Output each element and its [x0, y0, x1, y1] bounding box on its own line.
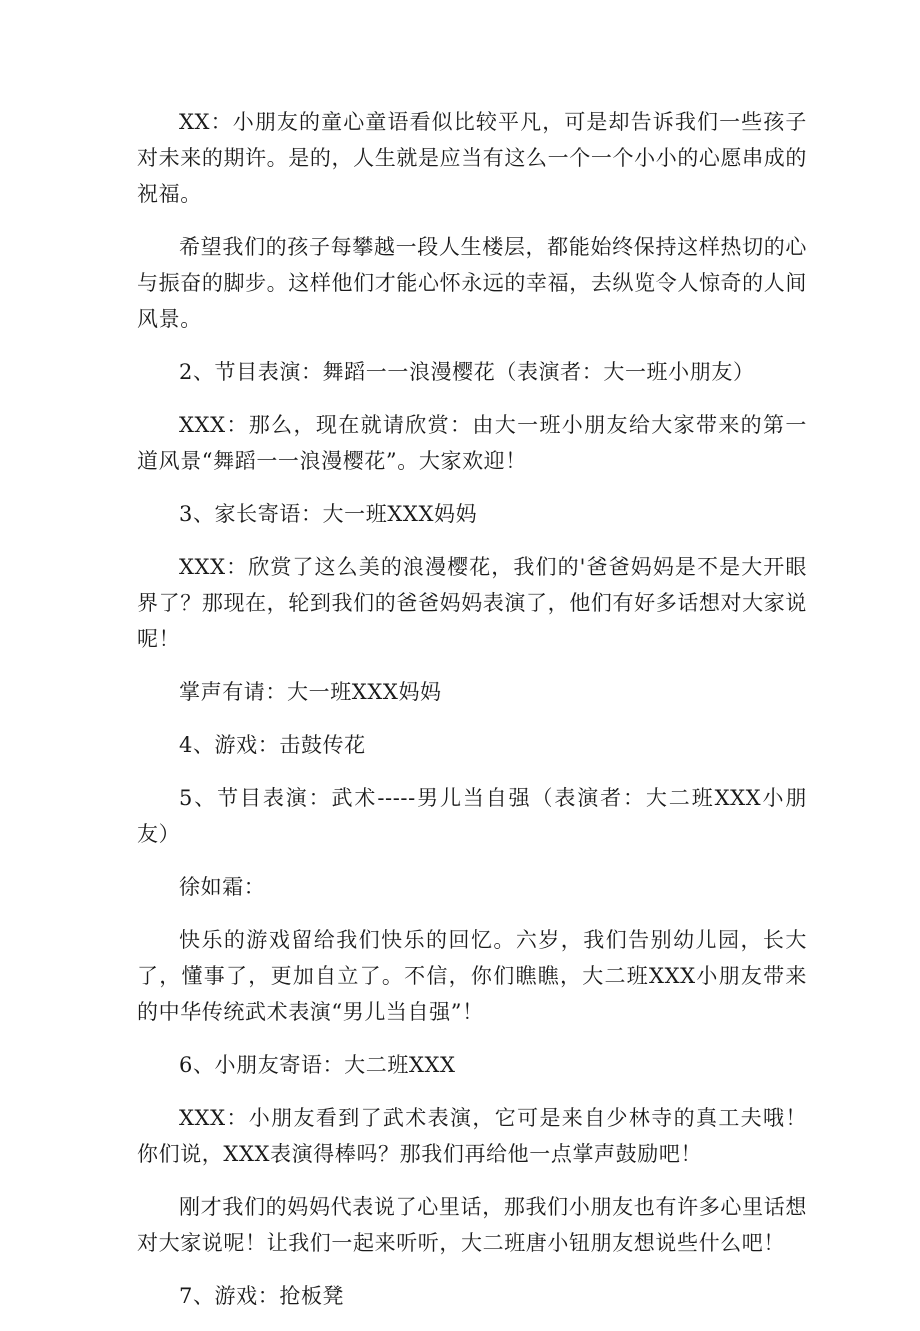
- paragraph-program-4: 4、游戏：击鼓传花: [179, 733, 366, 757]
- paragraph-wishes: 希望我们的孩子每攀越一段人生楼层，都能始终保持这样热切的心与振奋的脚步。这样他们才能心怀永远的幸福，去纵览令人惊奇的人间风景。: [137, 235, 807, 331]
- paragraph-intro-martial-arts: 快乐的游戏留给我们快乐的回忆。六岁，我们告别幼儿园，长大了，懂事了，更加自立了。不信，你们瞧瞧，大二班XXX小朋友带来的中华传统武术表演“男儿当自强”！: [137, 928, 807, 1024]
- paragraph-intro-dance: XXX：那么，现在就请欣赏：由大一班小朋友给大家带来的第一道风景“舞蹈一一浪漫樱花”。大家欢迎！: [137, 413, 807, 473]
- paragraph-intro-parent: XXX：欣赏了这么美的浪漫樱花，我们的'爸爸妈妈是不是大开眼界了？那现在，轮到我们的爸爸妈妈表演了，他们有好多话想对大家说呢！: [137, 555, 807, 651]
- paragraph-encouragement: XXX：小朋友看到了武术表演，它可是来自少林寺的真工夫哦！你们说，XXX表演得棒吗？那我们再给他一点掌声鼓励吧！: [137, 1106, 807, 1166]
- paragraph-speaker: 徐如霜：: [179, 875, 266, 899]
- paragraph-program-6: 6、小朋友寄语：大二班XXX: [179, 1053, 456, 1077]
- paragraph-intro-child-speech: 刚才我们的妈妈代表说了心里话，那我们小朋友也有许多心里话想对大家说呢！让我们一起来听听，大二班唐小钮朋友想说些什么吧！: [137, 1195, 807, 1255]
- paragraph-program-2: 2、节目表演：舞蹈一一浪漫樱花（表演者：大一班小朋友）: [179, 360, 755, 384]
- document-body: [137, 104, 807, 1331]
- paragraph-program-7: 7、游戏：抢板凳: [179, 1284, 345, 1308]
- paragraph-host-commentary: XX：小朋友的童心童语看似比较平凡，可是却告诉我们一些孩子对未来的期许。是的，人生就是应当有这么一个一个小小的心愿串成的祝福。: [137, 110, 807, 206]
- paragraph-applause: 掌声有请：大一班XXX妈妈: [179, 680, 442, 704]
- paragraph-program-5: 5、节目表演：武术-----男儿当自强（表演者：大二班XXX小朋友）: [137, 786, 807, 846]
- paragraph-program-3: 3、家长寄语：大一班XXX妈妈: [179, 502, 478, 526]
